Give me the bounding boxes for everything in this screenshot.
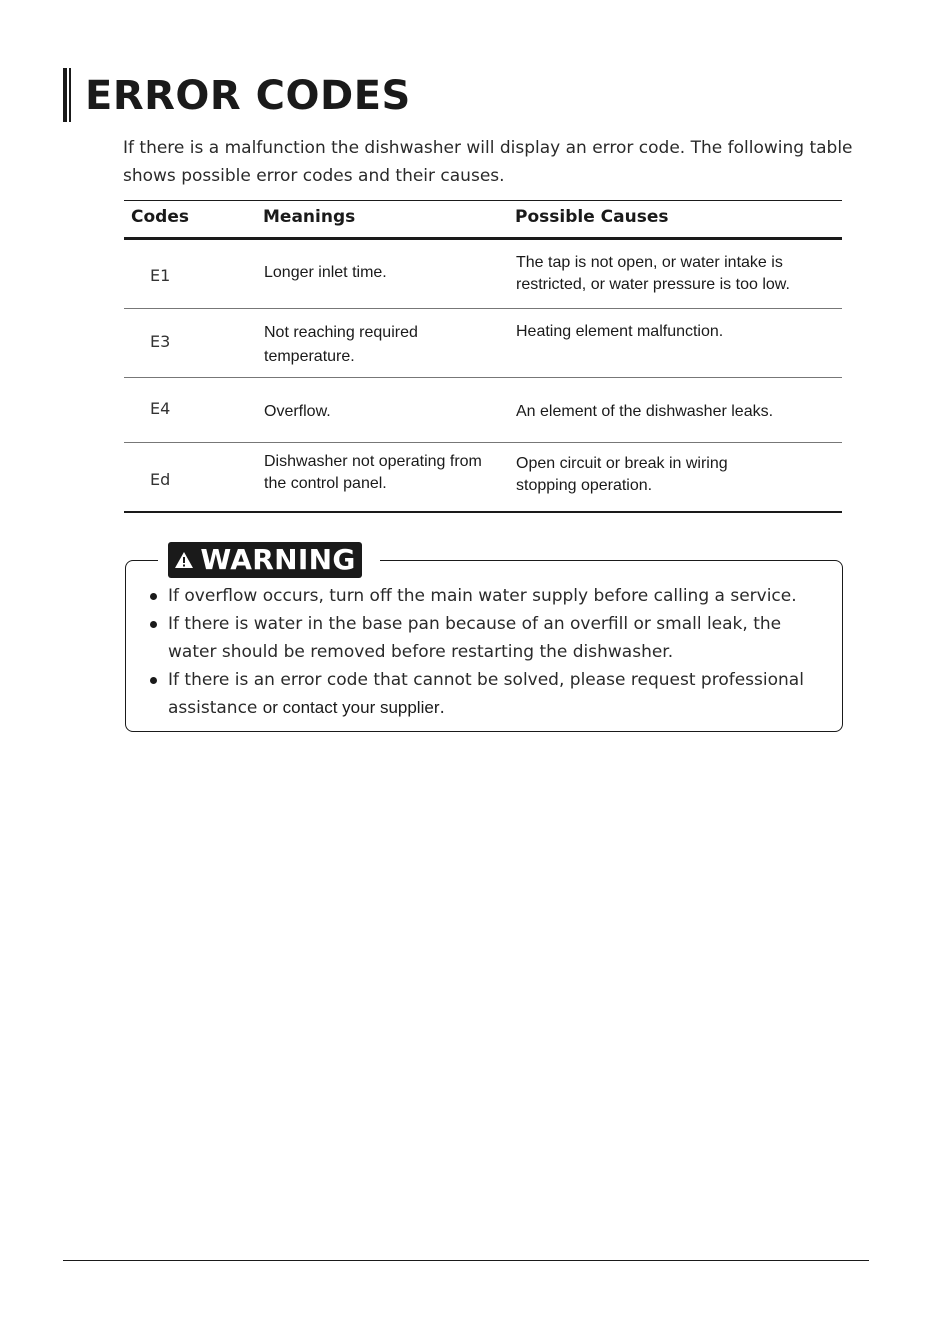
warning-badge bbox=[168, 542, 362, 578]
bullet bbox=[150, 593, 157, 600]
error-code: E4 bbox=[150, 399, 171, 418]
table-row bbox=[124, 378, 842, 442]
header-codes: Codes bbox=[131, 207, 189, 227]
list-item bbox=[150, 666, 830, 722]
error-code: E3 bbox=[150, 332, 171, 351]
error-code: E1 bbox=[150, 266, 171, 285]
table-row bbox=[124, 240, 842, 308]
title-accent-bar-thin bbox=[69, 68, 71, 122]
error-cause: An element of the dishwasher leaks. bbox=[516, 403, 774, 420]
error-cause: Heating element malfunction. bbox=[516, 323, 724, 340]
warning-item-text: If there is water in the base pan because of an overfill or small leak, the water should be removed before restarting the dishwasher. bbox=[168, 614, 782, 662]
table-row bbox=[124, 309, 842, 377]
list-item bbox=[150, 610, 830, 666]
error-meaning: Not reaching required temperature. bbox=[264, 324, 418, 365]
warning-item-period: . bbox=[439, 698, 445, 718]
header-meanings: Meanings bbox=[263, 207, 356, 227]
intro-paragraph: If there is a malfunction the dishwasher will display an error code. The following table shows possible error codes and their causes. bbox=[123, 138, 853, 186]
table-bottom-rule bbox=[124, 511, 842, 513]
page-title: ERROR CODES bbox=[85, 73, 411, 119]
error-meaning: Overflow. bbox=[264, 403, 331, 420]
warning-label: WARNING bbox=[200, 543, 356, 576]
error-meaning: Longer inlet time. bbox=[264, 264, 387, 281]
header-possible-causes: Possible Causes bbox=[515, 207, 669, 227]
warning-list bbox=[150, 582, 830, 722]
bullet bbox=[150, 677, 157, 684]
error-cause: The tap is not open, or water intake is restricted, or water pressure is too low. bbox=[516, 254, 790, 293]
warning-item-text-tail: or contact your supplier bbox=[262, 698, 440, 717]
warning-item-text: If there is an error code that cannot be solved, please request professional assistance bbox=[168, 670, 804, 718]
error-code: Ed bbox=[150, 470, 171, 489]
warning-triangle-icon bbox=[174, 551, 194, 569]
table-row bbox=[124, 443, 842, 511]
error-meaning: Dishwasher not operating from the control panel. bbox=[264, 453, 482, 492]
footer-rule bbox=[63, 1260, 869, 1261]
table-header-row bbox=[124, 200, 842, 238]
title-accent-bar bbox=[63, 68, 67, 122]
warning-item-text: If overflow occurs, turn off the main water supply before calling a service. bbox=[168, 586, 797, 606]
error-cause: Open circuit or break in wiring stopping operation. bbox=[516, 455, 728, 494]
list-item bbox=[150, 582, 830, 610]
bullet bbox=[150, 621, 157, 628]
